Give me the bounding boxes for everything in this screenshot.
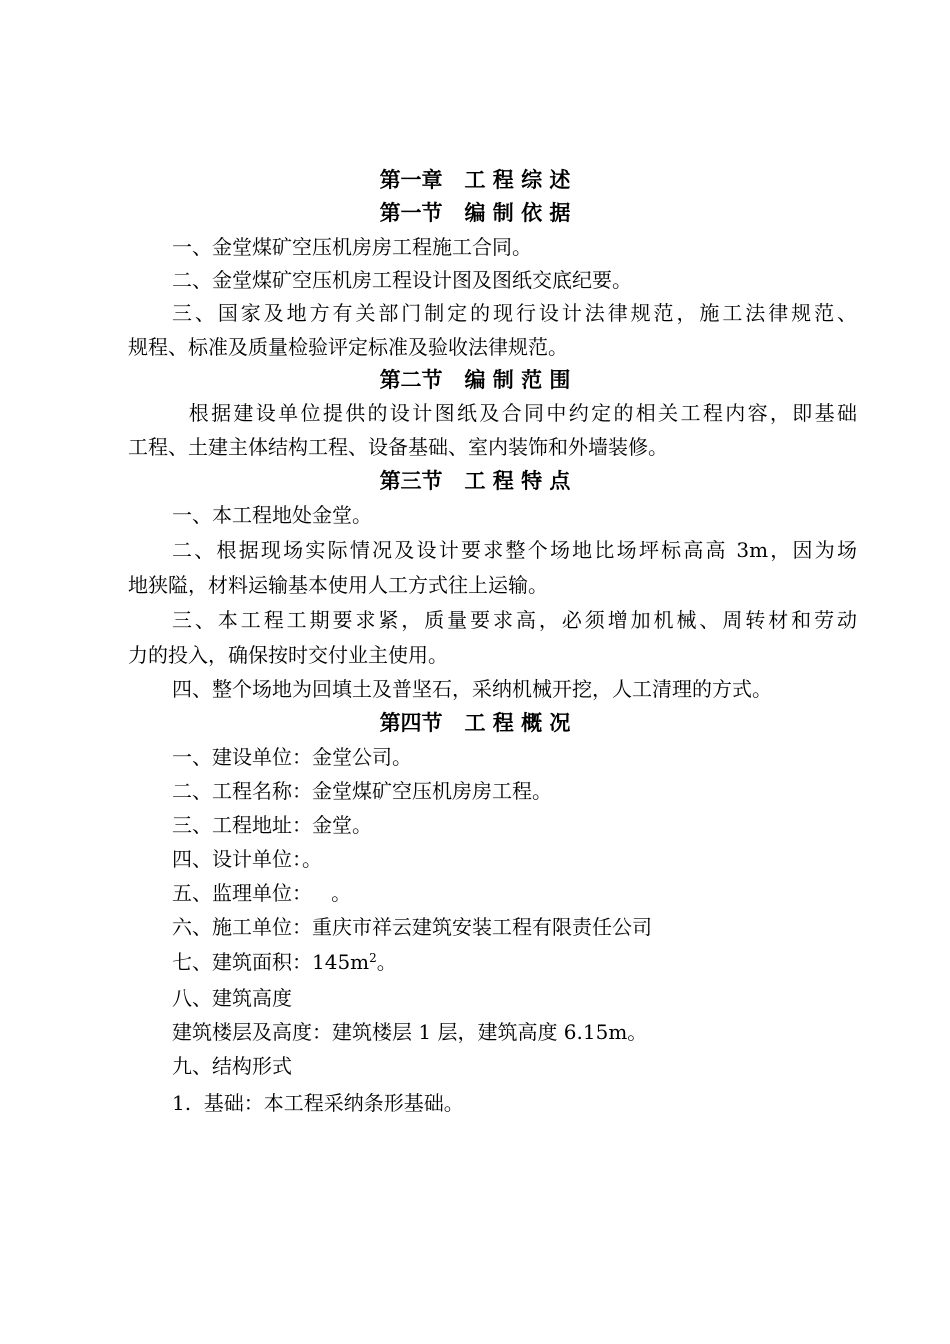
paragraph-line: 六、施工单位：重庆市祥云建筑安装工程有限责任公司 (172, 915, 652, 939)
paragraph-line: 三、工程地址：金堂。 (172, 813, 372, 837)
paragraph-line: 力的投入，确保按时交付业主使用。 (128, 643, 448, 667)
paragraph-line: 四、整个场地为回填土及普坚石，采纳机械开挖，人工清理的方式。 (172, 677, 772, 701)
chapter-title: 第一章 工 程 综 述 (379, 167, 571, 192)
paragraph-line: 二、金堂煤矿空压机房工程设计图及图纸交底纪要。 (172, 268, 632, 292)
paragraph-line: 建筑楼层及高度：建筑楼层 1 层，建筑高度 6.15m。 (172, 1020, 648, 1044)
paragraph-line: 根据建设单位提供的设计图纸及合同中约定的相关工程内容，即基础 (180, 401, 857, 425)
paragraph-line: 三、本工程工期要求紧，质量要求高，必须增加机械、周转材和劳动 (172, 608, 857, 632)
section-title-2: 第二节 编 制 范 围 (379, 367, 571, 392)
section-title-3: 第三节 工 程 特 点 (379, 468, 571, 493)
paragraph-line: 一、金堂煤矿空压机房房工程施工合同。 (172, 235, 532, 259)
section-title-1: 第一节 编 制 依 据 (379, 200, 571, 225)
paragraph-line: 二、根据现场实际情况及设计要求整个场地比场坪标高高 3m，因为场 (172, 538, 857, 562)
paragraph-line: 四、设计单位：。 (172, 847, 322, 871)
area-text: 七、建筑面积：145m (172, 950, 370, 974)
paragraph-line-area (172, 947, 872, 977)
superscript-2: 2 (369, 951, 377, 965)
paragraph-line: 五、监理单位： 。 (172, 881, 352, 905)
paragraph-line: 九、结构形式 (172, 1054, 292, 1078)
paragraph-line: 一、建设单位：金堂公司。 (172, 745, 412, 769)
paragraph-line: 三、国家及地方有关部门制定的现行设计法律规范，施工法律规范、 (172, 301, 857, 325)
paragraph-line: 1. 基础：本工程采纳条形基础。 (172, 1091, 464, 1115)
paragraph-line: 一、本工程地处金堂。 (172, 503, 372, 527)
area-period: 。 (376, 950, 397, 974)
paragraph-line: 八、建筑高度 (172, 986, 292, 1010)
paragraph-line: 地狭隘，材料运输基本使用人工方式往上运输。 (128, 573, 548, 597)
paragraph-line: 工程、土建主体结构工程、设备基础、室内装饰和外墙装修。 (128, 435, 668, 459)
paragraph-line: 二、工程名称：金堂煤矿空压机房房工程。 (172, 779, 552, 803)
paragraph-line: 规程、标准及质量检验评定标准及验收法律规范。 (128, 335, 568, 359)
section-title-4: 第四节 工 程 概 况 (379, 710, 571, 735)
